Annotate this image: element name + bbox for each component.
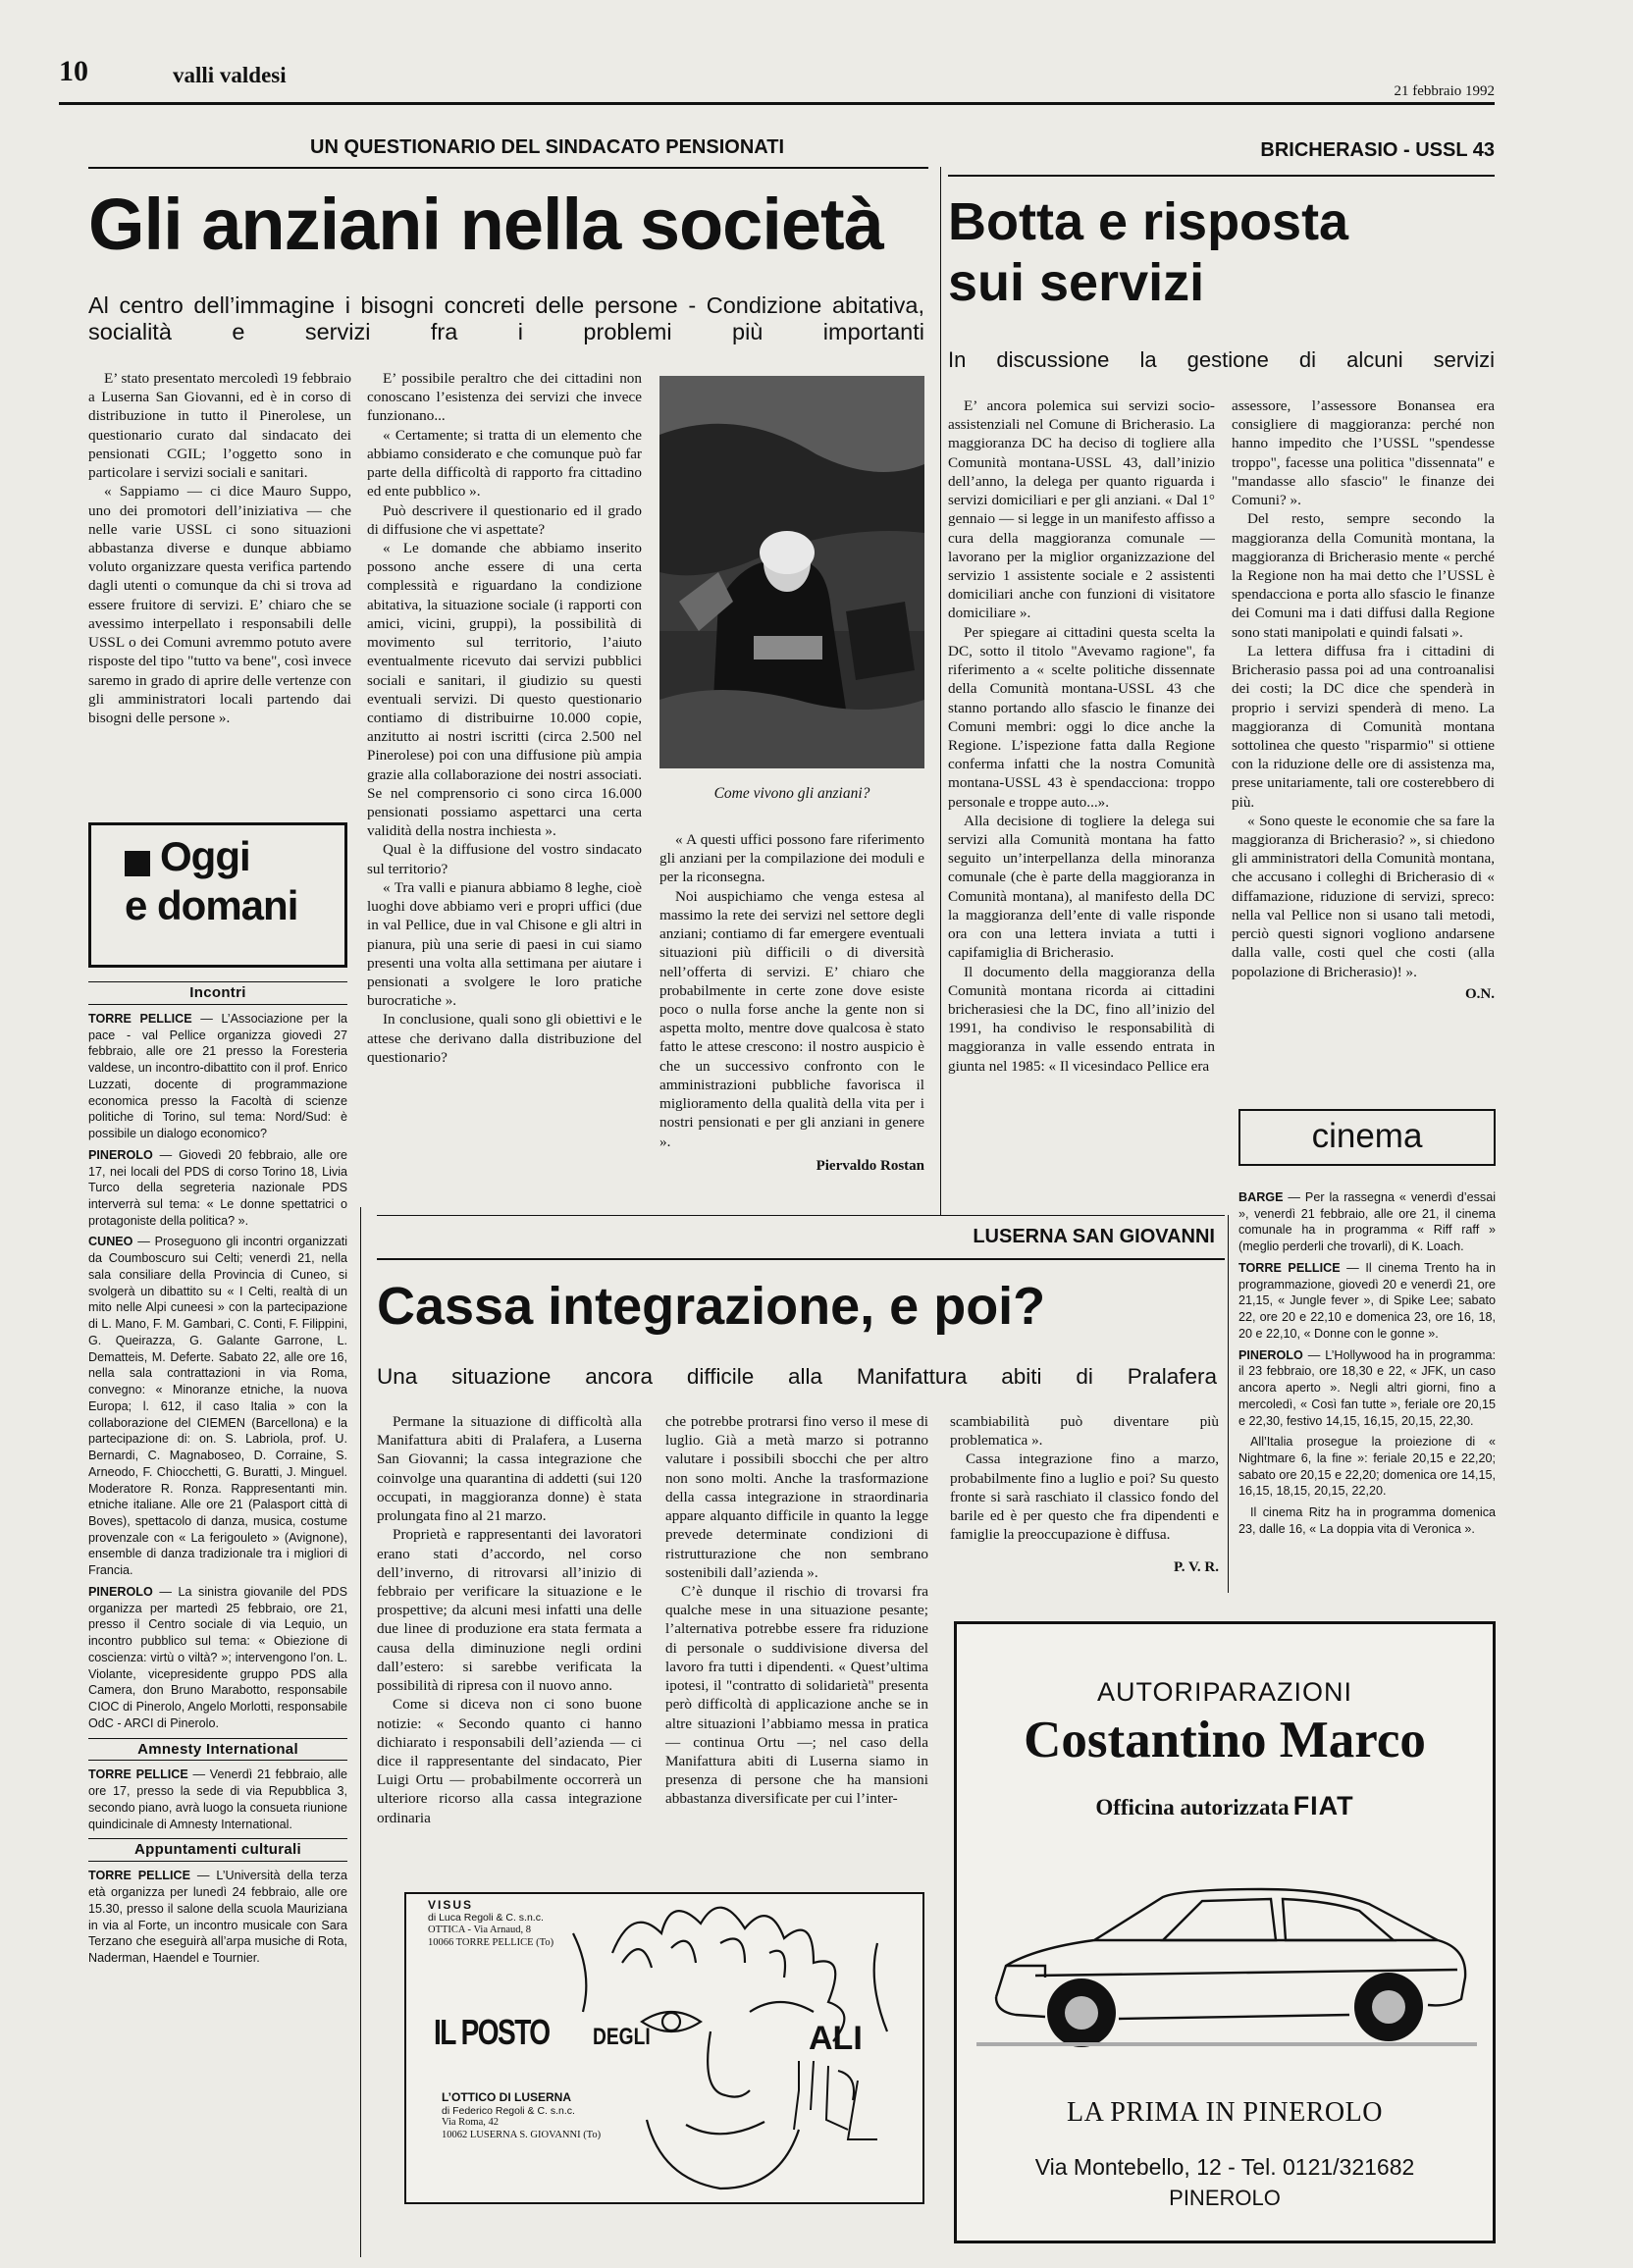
ad-tagline-text: Officina autorizzata <box>1095 1795 1290 1820</box>
logo-posto: IL POSTO <box>434 2012 550 2052</box>
paragraph: E’ stato presentato mercoledì 19 febbraio a Luserna San Giovanni, ed è in corso di distribuzione in tutto il Pinerolese, un questionario curato dal sindacato dei pensionati CGIL; l’oggetto sono in particolare i servizi sociali e sanitari. <box>88 370 351 482</box>
article3-col1 <box>377 1412 642 1827</box>
visus-owner: di Luca Regoli & C. s.n.c. <box>428 1912 544 1925</box>
cinema-item: All’Italia prosegue la proiezione di « Nightmare 6, la fine »: feriale 20,15 e 22,20; sabato ore 20,15 e 22,20; domenica ore 14,15, 16,15, 18,15, 20,15, 22,20. <box>1238 1435 1496 1499</box>
cinema-listings <box>1238 1189 1496 1543</box>
article2-col2 <box>1232 396 1495 1004</box>
ad-category: AUTORIPARAZIONI <box>1096 1677 1353 1707</box>
article1-kicker: UN QUESTIONARIO DEL SINDACATO PENSIONATI <box>310 136 784 158</box>
article2-kicker: BRICHERASIO - USSL 43 <box>1260 139 1495 161</box>
paragraph: « A questi uffici possono fare riferimento gli anziani per la compilazione dei moduli e per la riconsegna. <box>659 831 924 886</box>
section-heading: Appuntamenti culturali <box>88 1838 347 1862</box>
article3-top-rule <box>377 1215 1225 1216</box>
visus-line2: 10066 TORRE PELLICE (To) <box>428 1936 554 1948</box>
paragraph: « Sappiamo — ci dice Mauro Suppo, uno dei promotori dell’iniziativa — che nelle varie USSL ci sono situazioni abbastanza diverse e dunque abbiamo voluto organizzare questa verifica partendo dagli utenti o comunque da chi si trova ad essere fruitore di servizi. E’ chiaro che se avessimo interpellato i responsabili delle USSL o dei Comuni avremmo potuto avere risposte del tipo "tutto va bene", così invece saremo in grado di aprire delle vertenze con gli amministratori locali partendo dai bisogni delle persone ». <box>88 483 351 726</box>
fiat-logo: FIAT <box>1292 1791 1354 1820</box>
luserna-line1: Via Roma, 42 <box>442 2117 499 2129</box>
paragraph: Del resto, sempre secondo la maggioranza della Comunità montana, la maggioranza di Bricherasio mente « perché la Regione non ha mai detto che l’USSL è spendacciona e porta allo sfascio le finanze dei Comuni ma i dati diffusi dalla Regione sono stati manipolati e quindi falsati ». <box>1232 510 1495 641</box>
paragraph: assessore, l’assessore Bonansea era consigliere di maggioranza: perché non hanno impedito che l’USSL "spendesse troppo", facesse una politica "dissennata" e "mandasse allo sfascio" le finanze dei Comuni? ». <box>1232 397 1495 509</box>
ad-slogan: LA PRIMA IN PINEROLO <box>1067 2097 1383 2128</box>
oggi-domani-line1: Oggi <box>160 833 250 879</box>
paragraph: In conclusione, quali sono gli obiettivi e le attese che derivano dalla distribuzione del questionario? <box>367 1011 642 1066</box>
article1-kicker-rule <box>88 167 928 169</box>
paragraph: « Certamente; si tratta di un elemento che abbiamo considerato e che comunque può far parte della difficoltà di rapporto fra cittadino ed ente pubblico ». <box>367 426 642 501</box>
article3-kicker: LUSERNA SAN GIOVANNI <box>973 1226 1215 1247</box>
photo-caption: Come vivono gli anziani? <box>713 785 870 802</box>
article3-title: Cassa integrazione, e poi? <box>377 1277 1046 1336</box>
event-item: TORRE PELLICE — Venerdì 21 febbraio, alle ore 17, presso la sede di via Repubblica 3, secondo piano, avrà luogo la consueta riunione quindicinale di Amnesty International. <box>88 1767 348 1831</box>
cinema-item: Il cinema Ritz ha in programma domenica 23, dalle 16, « La doppia vita di Veronica ». <box>1238 1505 1496 1536</box>
section-heading: Amnesty International <box>88 1738 347 1762</box>
paragraph: Per spiegare ai cittadini questa scelta la DC, sotto il titolo "Avevamo ragione", fa riferimento a « scelte politiche dissennate della Comunità montana-USSL 43 che stanno portando allo sfascio le finanze dei Comuni membri: oggi lo dice anche la Regione. L’ispezione fatta dalla Regione conferma infatti che la nostra Comunità montana-USSL 43 è spendacciona: troppo personale e troppe auto...». <box>948 623 1215 811</box>
cinema-box <box>1238 1109 1496 1166</box>
paragraph: E’ ancora polemica sui servizi socio-assistenziali nel Comune di Bricherasio. La maggioranza DC ha deciso di togliere alla Comunità montana-USSL 43, dall’inizio dell’anno, la delega per quanto riguarda i servizi domiciliari e per gli anziani. « Dal 1° gennaio — si legge in un manifesto affisso a cura della maggioranza comunale — lavorano per la miglior organizzazione del servizio 1 assistente sociale e 2 assistenti domiciliari anche con funzioni di visitatore domiciliare ». <box>948 397 1215 622</box>
visus-name: VISUS <box>428 1898 474 1912</box>
paragraph: Può descrivere il questionario ed il grado di diffusione che vi aspettate? <box>367 501 642 538</box>
event-item: PINEROLO — La sinistra giovanile del PDS organizza per martedì 25 febbraio, ore 21, presso il Centro sociale di via Lequio, un incontro pubblico sul tema: « Obiezione di coscienza: virtù o viltà? »; intervengono l’on. L. Violante, vicepresidente gruppo PDS alla Camera, don Bruno Marabotto, responsabile CIOC di Pinerolo, Angelo Morlotti, responsabile OdC - ARCI di Pinerolo. <box>88 1584 347 1730</box>
article2-title-line1: Botta e risposta <box>948 192 1349 251</box>
right-sidebar-divider <box>1228 1215 1229 1593</box>
square-icon <box>125 851 150 876</box>
article2-title <box>948 192 1498 313</box>
article2-kicker-rule <box>948 175 1495 177</box>
ad-business-name: Costantino Marco <box>1024 1712 1426 1768</box>
article3-kicker-rule <box>377 1258 1225 1260</box>
article1-author: Piervaldo Rostan <box>816 1157 924 1174</box>
paragraph: « Le domande che abbiamo inserito possono anche essere di una certa complessità e riguardano la condizione abitativa, la situazione sociale (i rapporti con amici, vicini, gruppi), la possibilità di movimento sul territorio, l’aiuto eventualmente ricevuto dai servizi pubblici sociali e sanitari, il giudizio su questi eventuali servizi. Di questo questionario contiamo di distribuirne 10.000 copie, anzitutto ai nostri iscritti (circa 2.500 nel Pinerolese) poi con una diffusione più ampia grazie alla collaborazione dei nostri associati. Se nel comprensorio ci sono circa 16.000 pensionati possiamo aspettarci una certa validità della nostra inchiesta ». <box>367 539 642 840</box>
visus-ad <box>404 1892 924 2204</box>
cinema-item: TORRE PELLICE — Il cinema Trento ha in programmazione, giovedì 20 e venerdì 21, ore 21,15, « Jungle fever », di Spike Lee; sabato 22, ore 20 e 22,10 e domenica 23, ore 16, 18, 20 e 22,10, « Donne con le gonne ». <box>1238 1260 1497 1341</box>
event-item: CUNEO — Proseguono gli incontri organizzati da Coumboscuro sui Celti; venerdì 21, nella sala consiliare della Provincia di Cuneo, si svolgerà un dibattito su « I Celti, realtà di un mito nelle Alpi cuneesi » con la partecipazione di L. Mano, F. M. Gambari, C. Conti, F. Filippini, G. Queirazza, G. Galante Garrone, L. Dematteis, M. Deferte. Sabato 22, alle ore 16, nella sala contrattazioni in via Roma, convegno: « Minoranze etniche, la nuova Europa; l. 612, il caso Italia » con la collaborazione del CIEMEN (Barcellona) e la partecipazione di: on. S. Labriola, prof. U. Bernardi, C. Magnaboseo, D. Corraine, S. Arneodo, F. Chiocchetti, G. Buratti, J. Minguel. Moderatore R. Ronza. Rappresentanti min. etniche italiane. Alle ore 21 (Palasport città di Boves), spettacolo di danza, musica, costume provenzale con « La ferigouleto » (Avignone), ensemble di danza tradizionale tra i migliori di Francia. <box>88 1235 347 1578</box>
cinema-heading: cinema <box>1311 1117 1423 1155</box>
paragraph: Alla decisione di togliere la delega sui servizi alla Comunità montana ha fatto seguito un’interpellanza della minoranza comunale (che è parte della maggioranza in Comunità montana), al manifesto della DC la maggioranza dell’ente di valle risponde ora con una lettera inviata a tutti i capifamiglia di Bricherasio. <box>948 812 1215 962</box>
paragraph: Qual è la diffusione del vostro sindacato sul territorio? <box>367 841 642 877</box>
masthead <box>59 55 1495 104</box>
article1-col1 <box>88 369 351 727</box>
issue-date: 21 febbraio 1992 <box>1394 83 1495 99</box>
car-illustration <box>976 1850 1477 2056</box>
article2-col1 <box>948 396 1215 1076</box>
visus-line1: OTTICA - Via Arnaud, 8 <box>428 1924 532 1935</box>
event-item: TORRE PELLICE — L’Associazione per la pace - val Pellice organizza giovedì 27 febbraio, alle ore 21 presso la Foresteria valdese, un incontro-dibattito con il prof. Enrico Luzzati, docente di programmazione economica presso la Facoltà di scienze politiche di Torino, sul tema: Nord/Sud: è possibile un dialogo economico? <box>88 1011 348 1141</box>
article1-title: Gli anziani nella società <box>88 184 883 265</box>
article1-subtitle: Al centro dell’immagine i bisogni concreti delle persone - Condizione abitativa, socialità e servizi fra i problemi più importanti <box>88 292 924 345</box>
section-heading: Incontri <box>88 981 347 1005</box>
ad-city: PINEROLO <box>1169 2186 1281 2210</box>
paragraph: La lettera diffusa fra i cittadini di Bricherasio passa poi ad una controanalisi dei costi; la DC dice che spenderà in proprio i servizi spenderà di meno. La maggioranza di Comunità montana sottolinea che questo "risparmio" si ottiene con la riduzione delle ore di assistenza ma, prese unitariamente, tali ore costerebbero di più. <box>1232 642 1495 811</box>
luserna-address-block <box>442 2090 618 2142</box>
luserna-owner: di Federico Regoli & C. s.n.c. <box>442 2104 575 2117</box>
article3-subtitle: Una situazione ancora difficile alla Manifattura abiti di Pralafera <box>377 1364 1217 1389</box>
cinema-item: PINEROLO — L’Hollywood ha in programma: il 23 febbraio, ore 18,30 e 22, « JFK, un caso ancora aperto ». Negli altri giorni, fino a mercoledì, « Così fan tutte », feriale ore 20,15 e 22,30, festivo 14,15, 16,15, 20,15, 22,30. <box>1238 1347 1496 1428</box>
article3-col3 <box>950 1412 1219 1577</box>
article1-col2 <box>367 369 642 1067</box>
paragraph: C’è dunque il rischio di trovarsi fra qualche mese in una situazione pesante; l’alternativa potrebbe essere fra riduzione di personale o suddivisione diversa del lavoro fra tutti i dipendenti. « Quest’ultima ipotesi, il "contratto di solidarietà" presenta però difficoltà di applicazione anche se in altre situazioni l’abbiamo messa in pratica — continua Ortu —; nel caso della Manifattura abiti di Luserna siamo in presenza di persone che ha mansioni abbastanza diversificate per cui l’inter- <box>665 1582 928 1808</box>
page-number: 10 <box>59 55 88 87</box>
paragraph: E’ possibile peraltro che dei cittadini non conoscano l’esistenza dei servizi che invece funzionano... <box>367 370 642 425</box>
paragraph: Proprietà e rappresentanti dei lavoratori erano stati d’accordo, nel corso dell’inverno, di ritrovarsi all’inizio di febbraio per verificare la situazione e le prospettive; da alcuni mesi infatti una delle due linee di produzione era stata fermata a causa della diminuzione negli ordini dall’estero: si sarebbe verificata la possibilità di ripresa con il nuovo anno. <box>377 1526 642 1695</box>
oggi-domani-listings <box>88 976 347 1972</box>
paragraph: « Tra valli e pianura abbiamo 8 leghe, cioè luoghi dove abbiamo veri e propri uffici (due in val Pellice, due in val Chisone e gli altri in pianura, più una serie di paesi in cui siamo presenti una volta alla settimana per aiutare i pensionati a svolgere le loro pratiche burocratiche ». <box>367 878 642 1010</box>
article2-author: O.N. <box>1465 985 1495 1002</box>
event-item: TORRE PELLICE — L’Università della terza età organizza per lunedì 24 febbraio, alle ore 15.30, presso il salone della scuola Mauriziana in via al Forte, un incontro musicale con Sara Terzano che eseguirà all’arpa musiche di Rota, Naderman, Haendel e Tournier. <box>88 1869 347 1965</box>
cinema-item: BARGE — Per la rassegna « venerdì d’essai », venerdì 21 febbraio, alle ore 21, il cinema comunale ha in programma « Riff raff » (meglio perderli che trovarli), di K. Loach. <box>1238 1190 1496 1254</box>
article2-title-line2: sui servizi <box>948 252 1205 312</box>
paragraph: Noi auspichiamo che venga estesa al massimo la rete dei servizi nel settore degli anziani; contiamo di far emergere eventuali situazioni più difficili o di diversità nell’offerta di servizi. E’ chiaro che probabilmente in certe zone dove esiste poco o nulla forse anche la gente non si aspetta molto, mentre dove qualcosa è stato fatto le attese crescono: il nostro auspicio è che un successivo confronto con le amministrazioni pubbliche favorisca il miglioramento della qualità della vita per i nostri pensionati e per gli anziani in genere ». <box>659 887 924 1150</box>
paragraph: « Sono queste le economie che sa fare la maggioranza di Bricherasio? », si chiedono gli amministratori della Comunità montana, che accusano i colleghi di Bricherasio di « diffamazione, riduzione di servizi, spreco: nella val Pellice non si usano tali metodi, perciò questi signori vogliono andarsene dalla valle, costi quel che costi (alla popolazione di Bricherasio)! ». <box>1232 812 1495 980</box>
article2-subtitle: In discussione la gestione di alcuni servizi <box>948 347 1495 372</box>
luserna-name: L’OTTICO DI LUSERNA <box>442 2090 571 2104</box>
event-item: PINEROLO — Giovedì 20 febbraio, alle ore 17, nei locali del PDS di corso Torino 18, Livia Turco della segreteria nazionale PDS interverrà sul tema: « Le donne spettatrici o protagoniste della politica? ». <box>88 1147 347 1228</box>
ad-address: Via Montebello, 12 - Tel. 0121/321682 <box>1034 2154 1415 2180</box>
logo-degli: DEGLI <box>593 2024 651 2050</box>
paragraph: Permane la situazione di difficoltà alla Manifattura abiti di Pralafera, a Luserna San Giovanni; la cassa integrazione che coinvolge una quarantina di addetti (sui 120 occupati, in maggioranza donne) è stata prolungata fino al 21 marzo. <box>377 1413 642 1525</box>
paragraph: Il documento della maggioranza della Comunità montana ricorda ai cittadini bricherasiesi che la DC, fino all’inizio del 1991, ha condiviso le responsabilità di maggioranza in valle essendo entrata in giunta nel 1985: « Il vicesindaco Pellice era <box>948 963 1215 1075</box>
paragraph: che potrebbe protrarsi fino verso il mese di luglio. Già a metà marzo si potranno valutare i possibili sbocchi che per altro non sono molti. Anche la trasformazione della cassa integrazione in straordinaria appare alquanto difficile in quanto la legge prevede determinate condizioni di ristrutturazione che non sembrano sostenibili dall’azienda ». <box>665 1413 928 1581</box>
ad-tagline <box>957 1791 1493 1821</box>
logo-ali: ALI <box>809 2020 863 2057</box>
costantino-ad <box>954 1621 1496 2243</box>
paragraph: scambiabilità può diventare più problematica ». <box>950 1413 1219 1450</box>
luserna-line2: 10062 LUSERNA S. GIOVANNI (To) <box>442 2130 602 2141</box>
column-divider <box>940 167 941 1215</box>
article1-col3 <box>659 830 924 1176</box>
masthead-rule <box>59 102 1495 105</box>
paragraph: Cassa integrazione fino a marzo, probabilmente fino a luglio e poi? Su questo fronte si sarà raschiato il classico fondo del barile ed è per questo che fra dipendenti e famiglie la preoccupazione è diffusa. <box>950 1450 1219 1544</box>
article3-col2 <box>665 1412 928 1809</box>
elderly-woman-photo <box>659 376 924 768</box>
oggi-domani-logo <box>88 822 347 968</box>
paragraph: Come si diceva non ci sono buone notizie: « Secondo quanto ci hanno dichiarato i responsabili dell’azienda — ci dice il rappresentante del sindacato, Pier Luigi Ortu — probabilmente occorrerà un ulteriore ricorso alla cassa integrazione ordinaria <box>377 1696 642 1826</box>
article3-author: P. V. R. <box>1174 1558 1219 1575</box>
paper-name: valli valdesi <box>173 63 287 87</box>
oggi-domani-line2: e domani <box>125 882 298 928</box>
sidebar-divider <box>360 1207 361 2257</box>
